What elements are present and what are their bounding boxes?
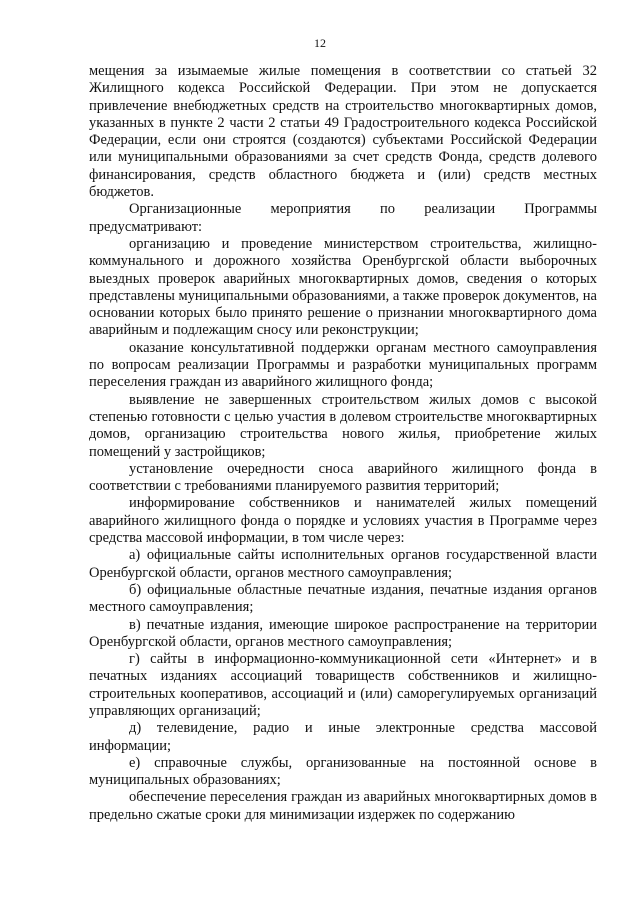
paragraph: Организационные мероприятия по реализации Программы предусматривают: (89, 201, 597, 235)
page-number: 12 (314, 36, 326, 50)
paragraph: е) справочные службы, организованные на постоянной основе в муниципальных образованиях; (89, 754, 597, 789)
paragraph: г) сайты в информационно-коммуникационной сети «Интернет» и в печатных изданиях ассоциаций товариществ собственников и жилищно-строительных кооперативов, ассоциаций и (или) саморегулируемых организаций управляющих организаций; (89, 651, 597, 719)
paragraph: мещения за изымаемые жилые помещения в соответствии со статьей 32 Жилищного кодекса Российской Федерации. При этом не допускается привлечение внебюджетных средств на строительство многоквартирных домов, указанных в пункте 2 части 2 статьи 49 Градостроительного кодекса Российской Федерации, если они строятся (создаются) субъектами Российской Федерации или муниципальными образованиями за счет средств Фонда, средств долевого финансирования, средств областного бюджета и (или) средств местных бюджетов. (89, 63, 597, 201)
paragraph: д) телевидение, радио и иные электронные средства массовой информации; (89, 720, 597, 754)
paragraph: б) официальные областные печатные издания, печатные издания органов местного самоуправления; (89, 581, 597, 616)
paragraph: а) официальные сайты исполнительных органов государственной власти Оренбургской области, органов местного самоуправления; (89, 547, 597, 581)
paragraph: организацию и проведение министерством строительства, жилищно-коммунального и дорожного хозяйства Оренбургской области выборочных выездных проверок аварийных многоквартирных домов, сведения о которых представлены муниципальными образованиями, а также проверок документов, на основании которых было принято решение о признании многоквартирного дома аварийным и подлежащим сносу или реконструкции; (89, 235, 597, 339)
paragraph: в) печатные издания, имеющие широкое распространение на территории Оренбургской области, органов местного самоуправления; (89, 616, 597, 650)
paragraph: обеспечение переселения граждан из аварийных многоквартирных домов в предельно сжатые сроки для минимизации издержек по содержанию (89, 789, 597, 823)
paragraph: выявление не завершенных строительством жилых домов с высокой степенью готовности с целью участия в долевом строительстве многоквартирных домов, организацию строительства нового жилья, приобретение жилых помещений у застройщиков; (89, 391, 597, 460)
document-body (89, 63, 597, 824)
paragraph: установление очередности сноса аварийного жилищного фонда в соответствии с требованиями планируемого развития территорий; (89, 460, 597, 495)
paragraph: информирование собственников и нанимателей жилых помещений аварийного жилищного фонда о порядке и условиях участия в Программе через средства массовой информации, в том числе через: (89, 495, 597, 547)
paragraph: оказание консультативной поддержки органам местного самоуправления по вопросам реализации Программы и разработки муниципальных программ переселения граждан из аварийного жилищного фонда; (89, 339, 597, 391)
